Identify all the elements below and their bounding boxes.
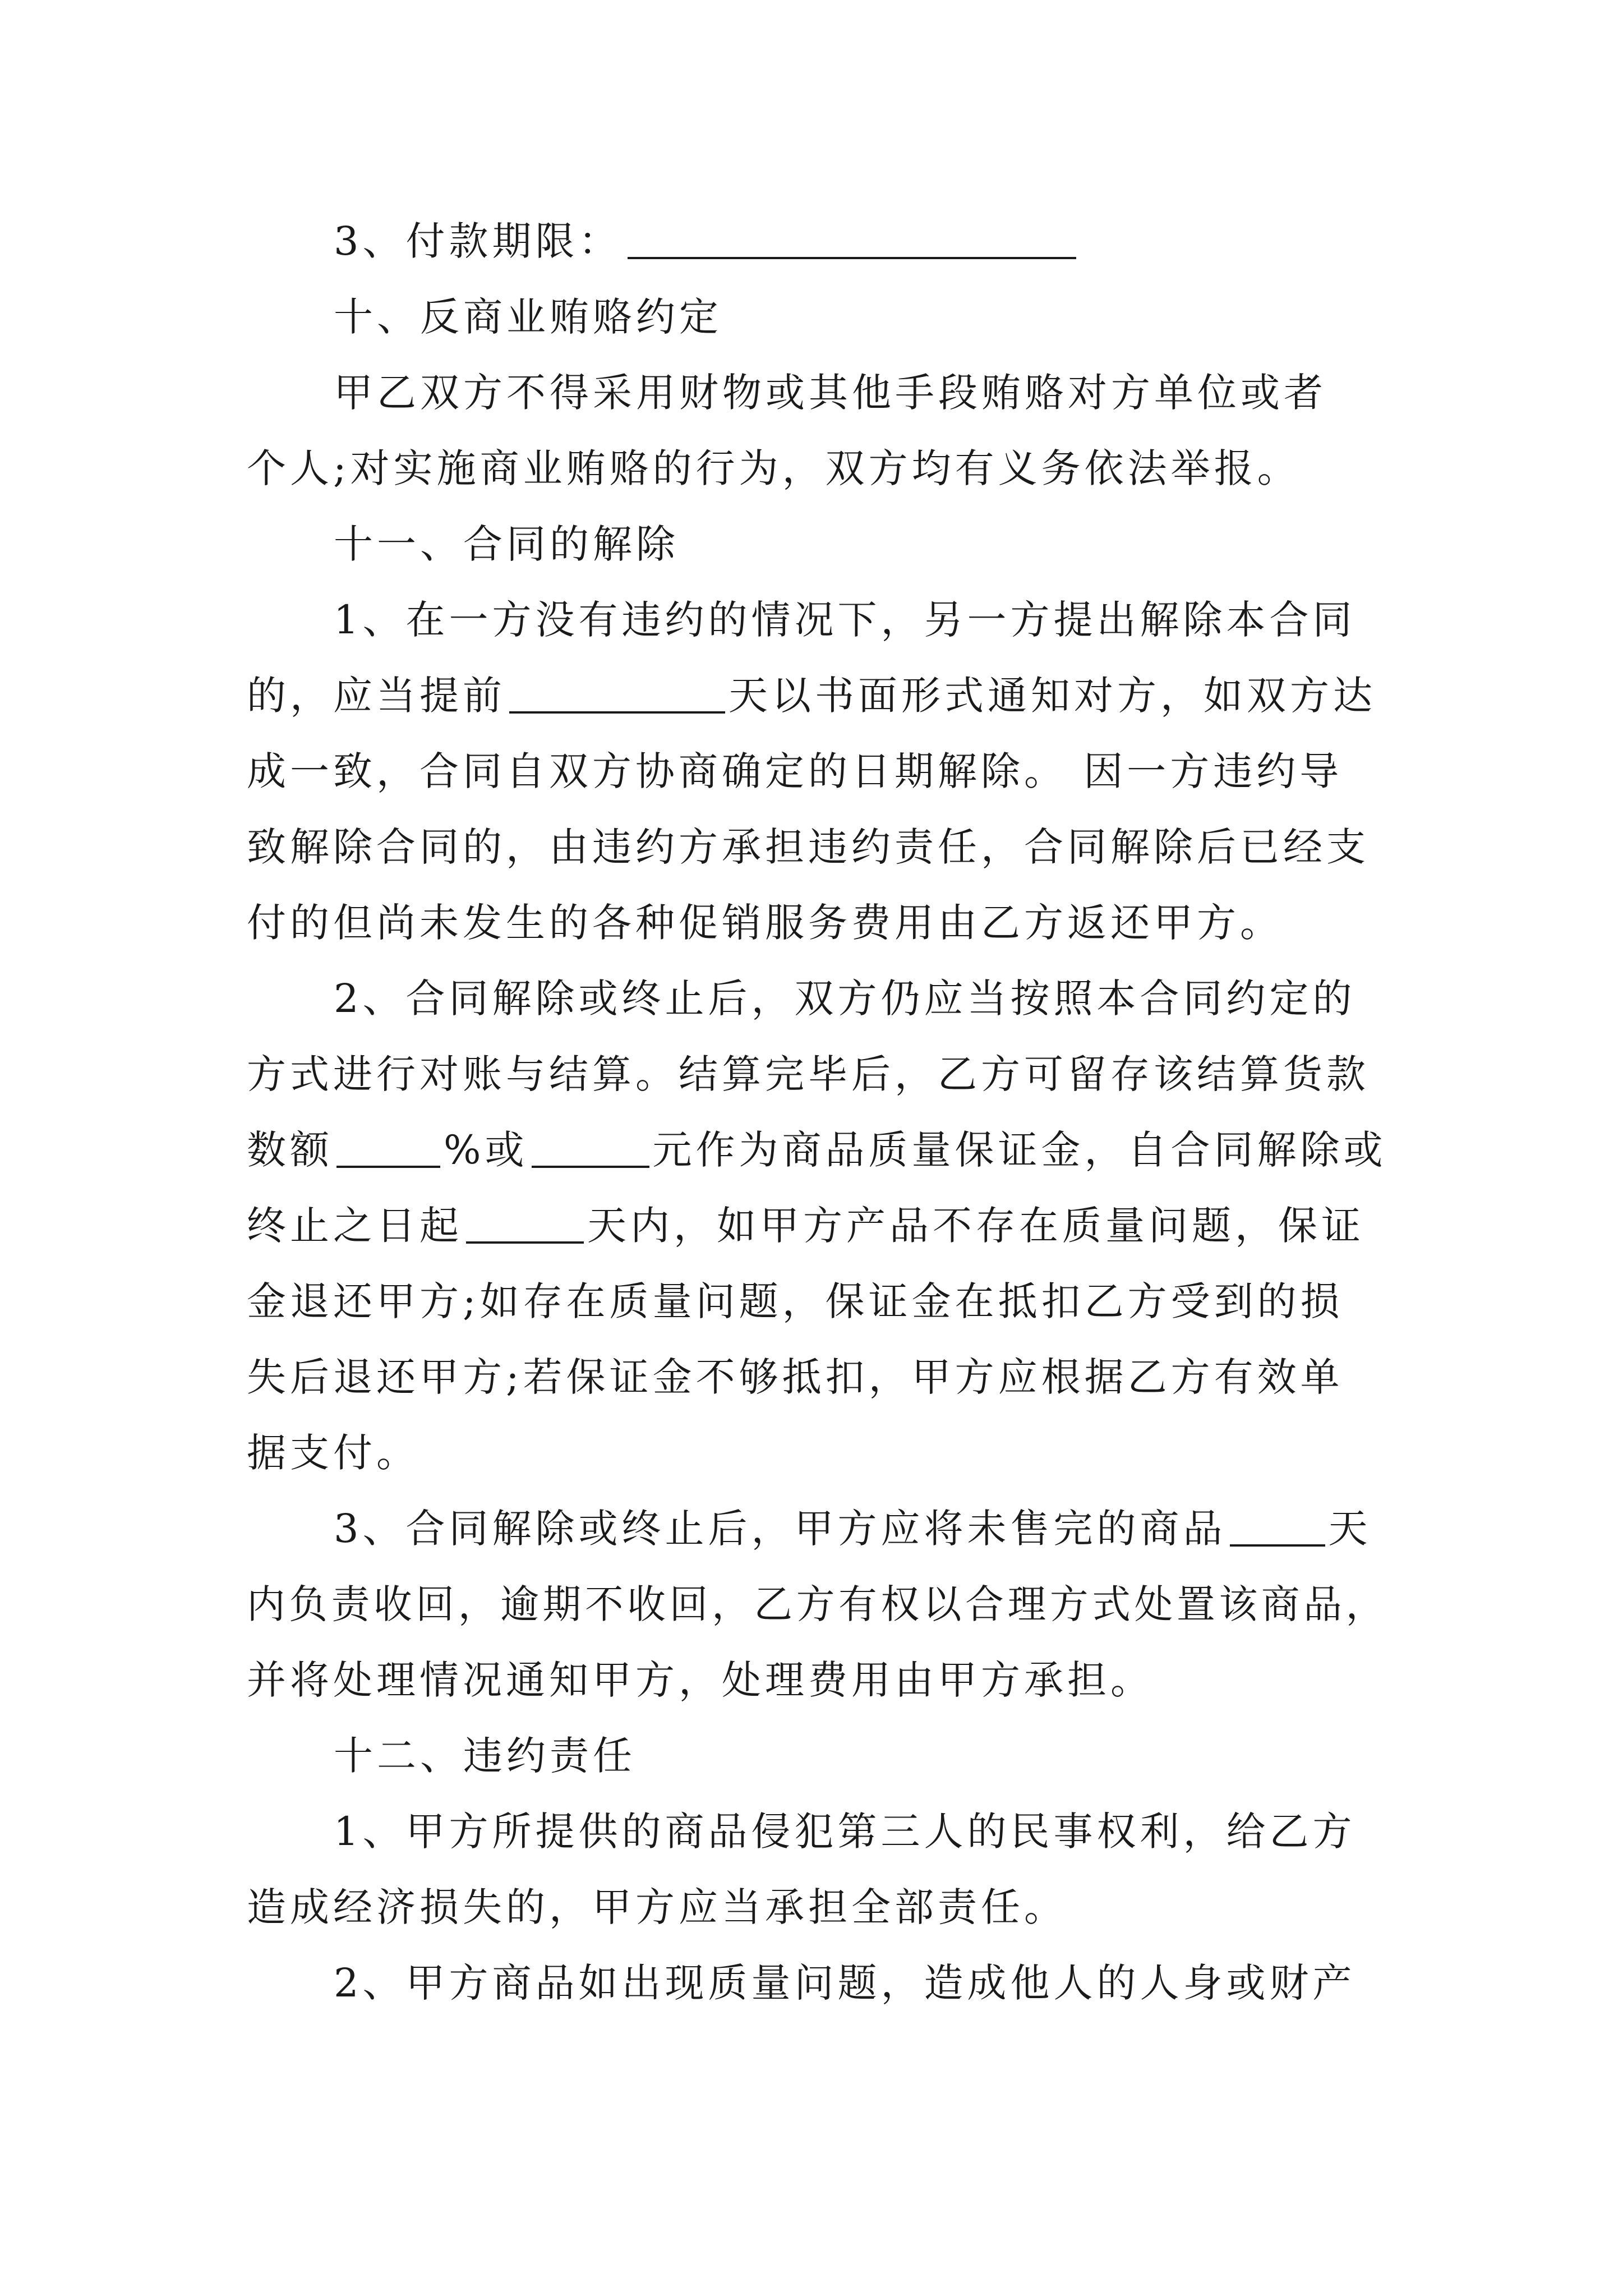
line-text: 天内，如甲方产品不存在质量问题，保证 <box>587 1203 1364 1249</box>
line-text: 2、甲方商品如出现质量问题，造成他人的人身或财产 <box>334 1960 1356 2006</box>
paragraph-line <box>247 746 1343 797</box>
paragraph-line <box>247 1882 1067 1932</box>
line-text: 方式进行对账与结算。结算完毕后，乙方可留存该结算货款 <box>247 1051 1370 1097</box>
line-text: %或 <box>444 1127 528 1173</box>
fill-in-blank <box>509 711 725 714</box>
line-text: 1、在一方没有违约的情况下，另一方提出解除本合同 <box>334 597 1356 643</box>
section-heading-liability <box>334 1731 636 1781</box>
section-heading-termination <box>334 519 679 569</box>
line-text: 1、甲方所提供的商品侵犯第三人的民事权利，给乙方 <box>334 1809 1356 1855</box>
paragraph-line <box>334 595 1356 645</box>
line-text: 失后退还甲方;若保证金不够抵扣，甲方应根据乙方有效单 <box>247 1354 1344 1400</box>
paragraph-line <box>247 822 1370 872</box>
paragraph-line <box>334 1958 1356 2008</box>
line-text: 并将处理情况通知甲方，处理费用由甲方承担。 <box>247 1657 1154 1703</box>
paragraph-line <box>247 898 1283 948</box>
line-text: 的，应当提前 <box>247 673 506 719</box>
paragraph-line <box>247 1352 1344 1402</box>
paragraph-line-with-blanks <box>247 1125 1387 1175</box>
line-text: 成一致，合同自双方协商确定的日期解除。 因一方违约导 <box>247 748 1343 794</box>
line-text: 内负责收回，逾期不收回，乙方有权以合理方式处置该商品， <box>247 1581 1388 1627</box>
fill-in-blank <box>532 1166 649 1168</box>
heading-text: 十二、违约责任 <box>334 1733 636 1779</box>
paragraph-line-with-blank <box>247 670 1376 721</box>
paragraph-line <box>247 1655 1154 1705</box>
line-text: 3、付款期限： <box>334 218 622 264</box>
line-text: 3、合同解除或终止后，甲方应将未售完的商品 <box>334 1506 1227 1552</box>
paragraph-line <box>247 443 1301 494</box>
line-text: 甲乙双方不得采用财物或其他手段贿赂对方单位或者 <box>334 370 1327 416</box>
fill-in-blank <box>628 257 1076 259</box>
paragraph-line <box>334 973 1356 1024</box>
line-text: 元作为商品质量保证金，自合同解除或 <box>652 1127 1387 1173</box>
payment-term-line <box>334 216 1076 266</box>
paragraph-line <box>247 1579 1388 1630</box>
heading-text: 十、反商业贿赂约定 <box>334 294 722 340</box>
paragraph-line <box>247 1276 1344 1327</box>
paragraph-line-with-blank <box>247 1200 1364 1251</box>
paragraph-line <box>334 367 1385 418</box>
fill-in-blank <box>1230 1544 1325 1547</box>
fill-in-blank <box>336 1166 440 1168</box>
line-text: 个人;对实施商业贿赂的行为，双方均有义务依法举报。 <box>247 445 1301 491</box>
paragraph-line-with-blank <box>334 1503 1372 1554</box>
line-text: 终止之日起 <box>247 1203 463 1249</box>
line-text: 金退还甲方;如存在质量问题，保证金在抵扣乙方受到的损 <box>247 1278 1344 1324</box>
paragraph-line <box>247 1049 1370 1099</box>
line-text: 天 <box>1328 1506 1372 1552</box>
heading-text: 十一、合同的解除 <box>334 521 679 567</box>
line-text: 付的但尚未发生的各种促销服务费用由乙方返还甲方。 <box>247 900 1283 946</box>
line-text: 2、合同解除或终止后，双方仍应当按照本合同约定的 <box>334 976 1356 1022</box>
line-text: 致解除合同的，由违约方承担违约责任，合同解除后已经支 <box>247 824 1370 870</box>
line-text: 据支付。 <box>247 1430 419 1476</box>
line-text: 天以书面形式通知对方，如双方达 <box>728 673 1376 719</box>
fill-in-blank <box>466 1241 584 1244</box>
line-text: 造成经济损失的，甲方应当承担全部责任。 <box>247 1884 1067 1930</box>
section-heading-anti-bribery <box>334 292 722 342</box>
paragraph-line <box>247 1428 419 1478</box>
paragraph-line <box>334 1806 1356 1857</box>
line-text: 数额 <box>247 1127 333 1173</box>
